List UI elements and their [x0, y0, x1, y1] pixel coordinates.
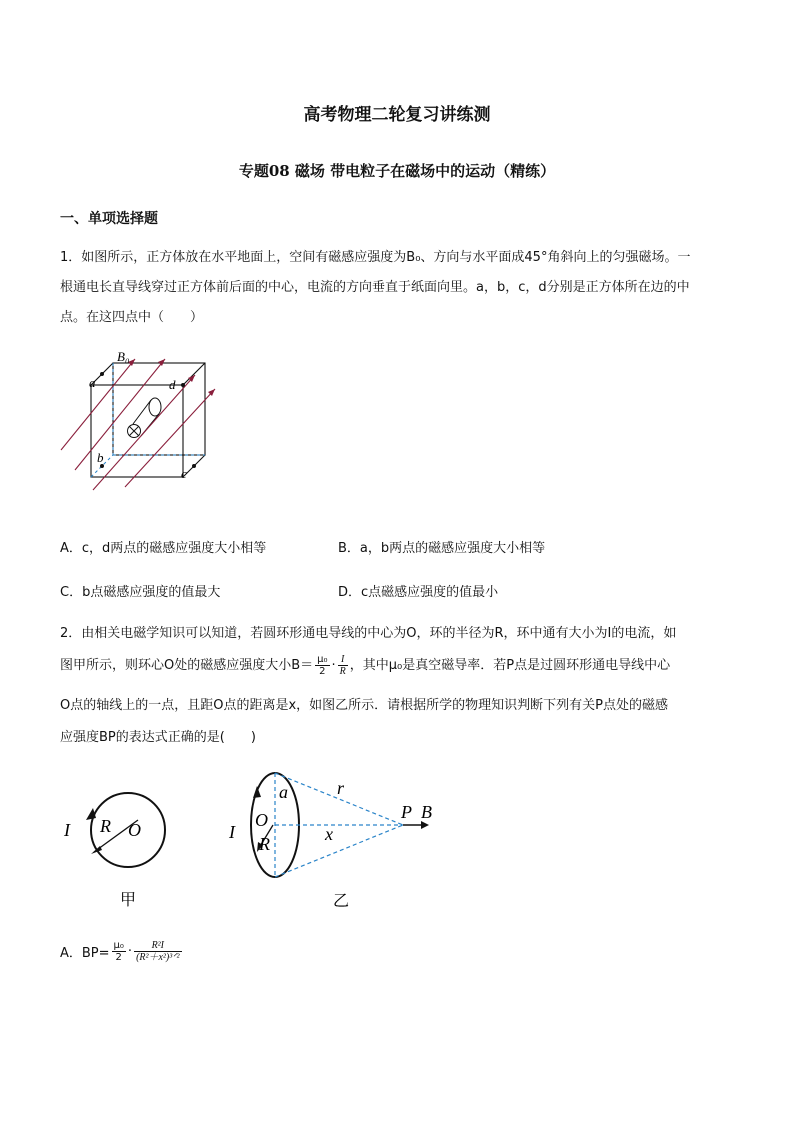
figure-yi — [225, 768, 445, 913]
yi-label-i: I — [229, 822, 235, 842]
q2-option-a[interactable] — [60, 940, 184, 963]
page-subtitle: 专题08 磁场 带电粒子在磁场中的运动（精练） — [238, 162, 556, 180]
option-a-frac1-den: 2 — [115, 952, 122, 963]
q1-option-a[interactable]: A．c，d两点的磁感应强度大小相等 — [60, 541, 267, 556]
q2-text-line4: 应强度BP的表达式正确的是( ) — [60, 730, 256, 745]
dot: · — [331, 658, 336, 673]
yi-label-o: O — [255, 810, 268, 830]
q1-option-d[interactable]: D．c点磁感应强度的值最小 — [338, 585, 499, 600]
jia-label-o: O — [128, 820, 141, 840]
label-b: b — [97, 450, 104, 465]
option-a-prefix: A．BP= — [60, 946, 110, 961]
q1-option-c[interactable]: C．b点磁感应强度的值最大 — [60, 585, 221, 600]
label-a: a — [89, 375, 96, 390]
yi-label-r-lower: r — [337, 778, 345, 798]
yi-label-r: R — [259, 834, 270, 854]
label-d: d — [169, 377, 176, 392]
yi-label-x: x — [325, 824, 333, 844]
jia-label-r: R — [100, 816, 111, 836]
yi-label-b: B — [421, 802, 432, 822]
yi-label-a: a — [279, 782, 288, 802]
section-heading: 一、单项选择题 — [60, 211, 158, 227]
label-b0: B₀ — [117, 349, 130, 364]
i-over-r-fraction — [338, 654, 348, 677]
q2-text-line2 — [60, 652, 760, 680]
frac2-numerator: I — [338, 654, 348, 666]
mu0-over-2-fraction — [315, 654, 329, 677]
option-a-dot: · — [127, 944, 133, 959]
q1-option-b[interactable]: B．a，b两点的磁感应强度大小相等 — [338, 541, 546, 556]
option-a-frac2 — [134, 940, 181, 963]
q1-text-line1: 1．如图所示，正方体放在水平地面上，空间有磁感应强度为B₀、方向与水平面成45°角斜向上的匀强磁场。一 — [60, 250, 691, 265]
jia-label-i: I — [64, 820, 70, 840]
frac1-denominator: 2 — [319, 666, 326, 677]
jia-caption: 甲 — [120, 890, 137, 909]
option-a-frac1 — [112, 940, 126, 963]
q2-text-line2b: ，其中μ₀是真空磁导率．若P点是过圆环形通电导线中心 — [349, 658, 671, 673]
q2-text-line2a: 图甲所示，则环心O处的磁感应强度大小B＝ — [60, 658, 314, 673]
label-c: c — [181, 466, 187, 481]
q2-text-line3: O点的轴线上的一点，且距O点的距离是x，如图乙所示．请根据所学的物理知识判断下列有关P点处的磁感 — [60, 698, 668, 713]
yi-current-arrow — [253, 786, 261, 798]
yi-caption: 乙 — [333, 891, 350, 910]
frac1-numerator: μ₀ — [317, 654, 328, 665]
option-a-frac2-num: R²I — [134, 940, 181, 952]
current-direction-arrow — [86, 808, 96, 820]
q1-text-line2: 根通电长直导线穿过正方体前后面的中心，电流的方向垂直于纸面向里。a，b，c，d分别是正方体所在边的中 — [60, 280, 690, 295]
frac2-denominator: R — [339, 666, 346, 677]
figure-jia — [58, 780, 188, 910]
cube-figure — [55, 345, 235, 495]
q2-text-line1: 2．由相关电磁学知识可以知道，若圆环形通电导线的中心为O，环的半径为R，环中通有大小为I的电流，如 — [60, 626, 677, 641]
yi-label-p: P — [401, 802, 412, 822]
q1-text-line3: 点。在这四点中（ ） — [60, 310, 204, 325]
page-title: 高考物理二轮复习讲练测 — [303, 105, 491, 125]
option-a-frac1-num: μ₀ — [113, 940, 124, 951]
option-a-frac2-den: (R²＋x²)³ᐟ² — [136, 952, 180, 963]
